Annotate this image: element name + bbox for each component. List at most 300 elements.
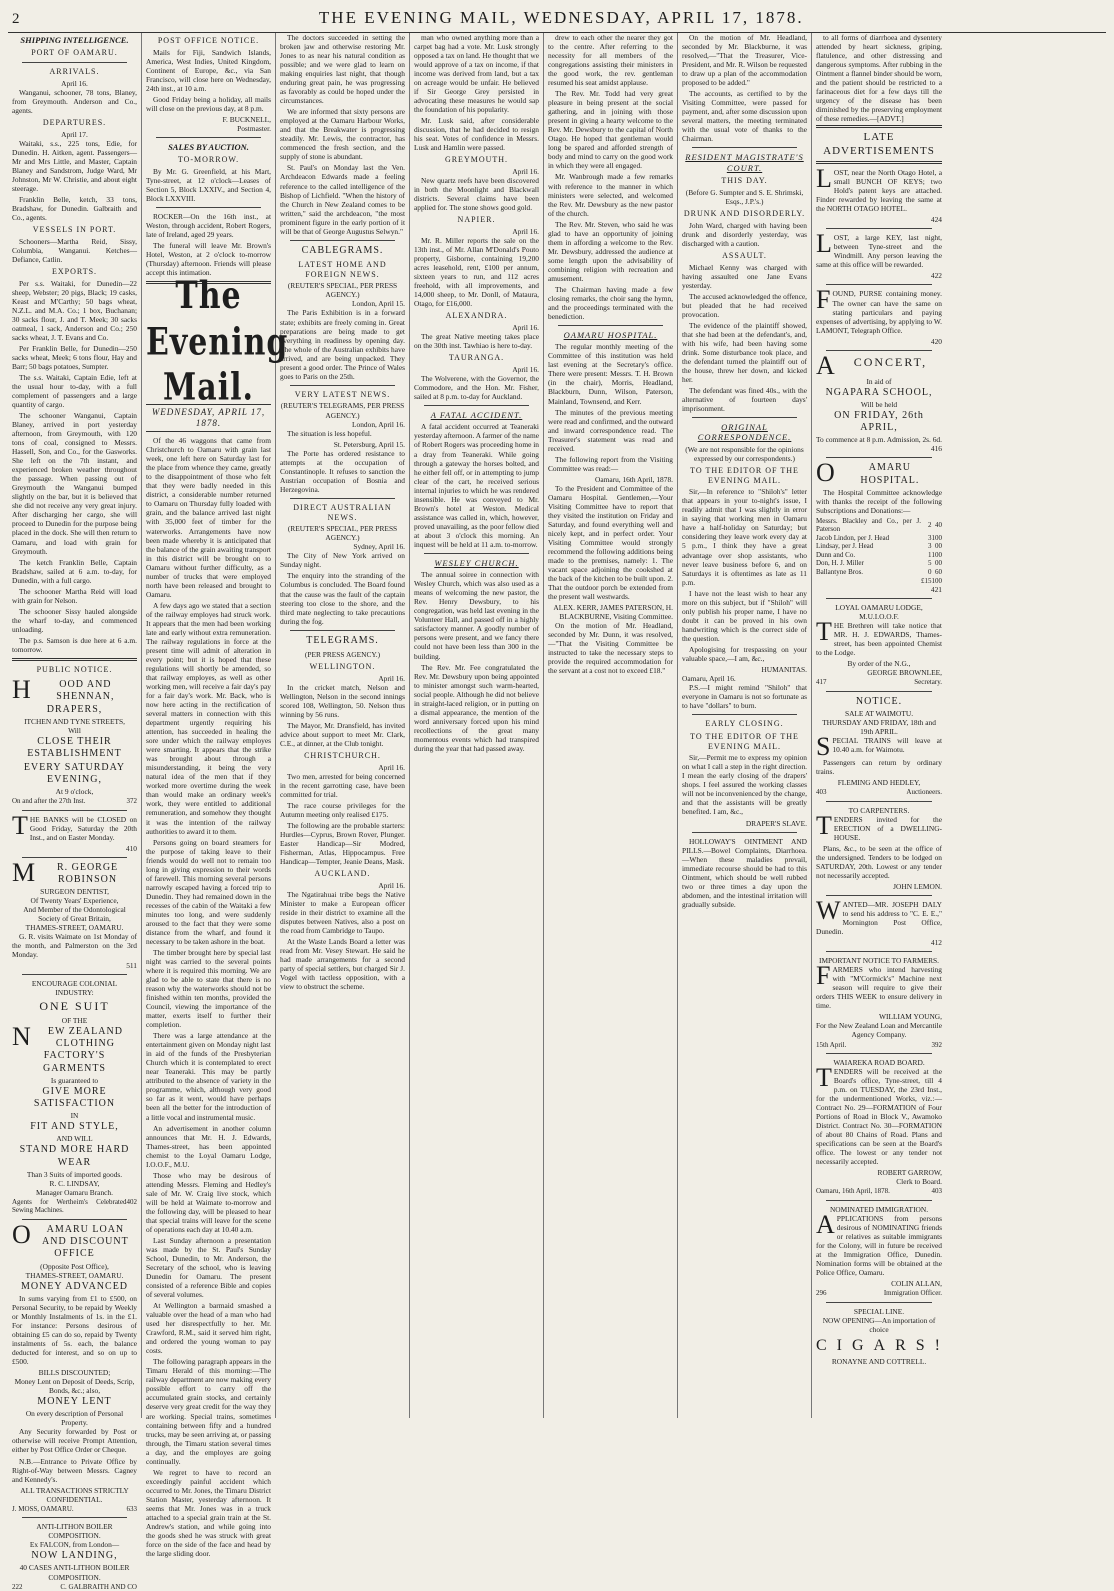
now-landing: NOW LANDING, [31,1550,118,1562]
farmers: IMPORTANT NOTICE TO FARMERS. [819,956,939,966]
leader-paragraph: Those who may be desirous of attending Messrs. Fleming and Hedley's sale of Mr. W. Craig live stock, which will be held at Waimate to-morrow and the following day, will be pleased to hear that special trains will leave for the scene of operations each day at 10.40 a.m. [146,1170,271,1234]
one-suit: ONE SUIT [39,999,110,1014]
robinson-title: SURGEON DENTIST, [40,887,109,897]
cases: 40 CASES ANTI-LITHON BOILER COMPOSITION. [19,1563,130,1582]
column-5 [544,33,678,1418]
post-office-text-2: Good Friday being a holiday, all mails will close on the previous day, at 8 p.m. [146,94,271,113]
hood-address: ITCHEN AND TYNE STREETS, [24,717,125,727]
will-be: Will be held [860,399,898,409]
column-3 [276,33,410,1418]
ronayne: RONAYNE AND COTTRELL. [831,1357,927,1367]
in-aid: In aid of [866,376,892,386]
christchurch-text-3: The following are the probable starters: Hurdles—Cyprus, Brown Rover, Plunger. Easter Handicap—Sir Modred, Fisherman, Atlas, Hippocampus. Free Handicap—Tempter, Jeanie Deans, Mask. [280,820,405,866]
col3-continued [280,33,405,236]
shipping-note: The s.s. Waitaki, Captain Edie, left at the usual hour to-day, with a full complement of passengers and a large quantity of cargo. [12,372,137,410]
arrivals-text: Wanganui, schooner, 78 tons, Blaney, from Greymouth. Anderson and Co., agents. [12,87,137,115]
lodge-text: HE Brethren will take notice that MR. H. J. EDWARDS, Thames-street, has been appointed Chemist to the Lodge. [816,621,942,658]
col5-paragraph: The Rev. Mr. Steven, who said he was glad to have an opportunity of joining them in affording a welcome to the Rev. Mr. Dewsbury, addressed the audience at some length upon the advisability of combining religion with recreation and amusement. [548,219,673,283]
subscription-cell: 0 [938,559,942,568]
waiareka: WAIAREKA ROAD BOARD. [833,1058,925,1068]
greymouth-heading: GREYMOUTH. [444,155,509,165]
of-the: OF THE [61,1016,88,1026]
funeral-notice: The funeral will leave Mr. Brown's Hotel, Weston, at 2 o'clock to-morrow (Thursday) afternoon. Friends will please accept this intimation. [146,241,271,278]
in-fit: IN [70,1111,79,1121]
napier-heading: NAPIER. [457,215,496,225]
telegrams-heading: TELEGRAMS. [306,634,379,646]
auckland-text-2: At the Waste Lands Board a letter was read from Mr. Vesey Stewart. He said he had made arrangements for a second party of special settlers, but charged Sir J. Vogel with tactless opposition, with a view to obstruct the scheme. [280,936,405,992]
subscription-cell: 0 [938,568,942,576]
allan-sub: Immigration Officer. [883,1289,942,1298]
subscription-cell: 0 [938,542,942,551]
greenfield-sale: By Mr. G. Greenfield, at his Mart, Tyne-street, at 12 o'clock—Leases of Section 5, Block LXXIV., and Section 4, Block LXXVIII. [146,167,271,204]
robinson-member: And Member of the Odontological Society of Great Britain, [23,905,126,924]
subscription-row [816,534,942,543]
money-advanced: MONEY ADVANCED [20,1280,129,1292]
drapers-slave: DRAPER'S SLAVE. [745,818,807,828]
subscription-cell: 0 [928,568,932,576]
subscription-cell: 0 [935,559,939,568]
hood-name: OOD AND SHENNAN, [56,678,115,702]
wertheim: Agents for Wertheim's Celebrated Sewing Machines. [12,1197,127,1215]
by-order: By order of the N.G., [847,659,911,669]
subs-num: 421 [930,585,942,595]
oh-text: The Hospital Committee acknowledge with thanks the receipt of the following Subscriptions and Donations:— [816,487,942,515]
waiareka-ad: WAIAREKA ROAD BOARD. TENDERS will be received at the Board's office, Tyne-street, till 4 p.m. on TUESDAY, the 23rd Inst., for the undermentioned Works, viz.:—Contract No. 29—FORMATION of Four Portions of Road in Block V., Awamoko District. Contract No. 30—FORMATION of about 80 Chains of Road. Plans and specifications can be seen at the Board's office. The lowest or any tender not necessarily accepted. ROBERT GARROW, Clerk to Board. Oamaru, 16th April, 1878. 403 [816,1058,942,1196]
tauranga-heading: TAURANGA. [448,353,505,363]
cable-1: The Paris Exhibition is in a forward state; exhibits are freely coming in. Great preparations are being made to get everything in readiness by opening day. The whole of the Australian exhibits have arrived, and are being unpacked. They present a good order. The Prince of Wales goes to Paris on the 25th. [280,308,405,381]
alexandra-text: The great Native meeting takes place on the 30th inst. Tawhiao is here to-day. [414,332,539,351]
robinson-addr: THAMES-STREET, OAMARU. [25,923,124,933]
hood-every: EVERY SATURDAY EVENING, [23,761,126,785]
leader-paragraphs [146,436,271,1558]
leader-paragraph: An advertisement in another column announces that Mr. H. J. Edwards, Thames-street, has been appointed chemist to the Loyal Oamaru Lodge, I.O.O.F., M.U. [146,1123,271,1169]
assault-heading: ASSAULT. [722,250,767,260]
assault-paragraph: Michael Kenny was charged with having assaulted one Jane Evans yesterday. [682,262,807,290]
tenders: ENDERS invited for the ERECTION of a DWELLING-HOUSE. [833,814,942,842]
column-7 [812,33,951,1418]
and-will: AND WILL [56,1134,93,1144]
col3-paragraph: St. Paul's on Monday last the Ven. Archdeacon Edwards made a feeling reference to the called intelligence of the Bishop of Lichfield. "When the history of the Church in New Zealand comes to be written," said the archdeacon, "the most prominent figure in the early portion of it will be that of George Augustus Selwyn." [280,163,405,236]
leader-paragraph: At Wellington a barmaid smashed a valuable over the head of a man who had used her disrespectfully to her. Mr. Crawford, R.M., said it served him right, and ordered the young woman to pay costs. [146,1301,271,1356]
london-2: London, April 16. [352,419,405,429]
accident-heading: A FATAL ACCIDENT. [430,410,523,421]
col5-paragraph: Mr. Wanbrough made a few remarks with reference to the manner in which ministers were selected, and welcomed the Rev. Mr. Dewsbury as the new pastor of the church. [548,172,673,218]
garrow: ROBERT GARROW, [877,1168,942,1178]
commence: To commence at 8 p.m. Admission, 2s. 6d. [816,435,942,445]
money-lent-2: MONEY LENT [37,1396,112,1408]
wanted-ad: WANTED—MR. JOSEPH DALY to send his address to "C. E. E.," Mornington Post Office, Dunedin. 412 [816,896,942,948]
garrow-date: Oamaru, 16th April, 1878. [816,1187,890,1196]
hospital-subs-ad: O AMARU HOSPITAL. The Hospital Committee acknowledge with thanks the receipt of the following Subscriptions and Donations:— Messrs. Blackley and Co., per J. Paterson 2 4 0 Jacob Lindon, per J. Head 3 10 0 Lindsay, per J. Head 3 0 0 Dunn and Co. 1 10 0 Don, H. J. Miller 5 0 0 Ballantyne Bros. 0 6 0 £15 10 0 421 [816,458,942,595]
col5-paragraph: drew to each other the nearer they got to the centre. After referring to the necessity for all members of the congregations assisting their ministers in the good work, the rev. gentleman resumed his seat amidst applause. [548,33,673,88]
give-more: GIVE MORE SATISFACTION [33,1085,116,1110]
sale-dates: THURSDAY AND FRIDAY, 18th and 19th APRIL. [822,718,936,737]
late-ads-heading: LATE ADVERTISEMENTS [816,125,942,164]
moss: J. MOSS, OAMARU. [12,1504,74,1513]
cable-4: The City of New York arrived on Sunday night. [280,551,405,570]
letter-2: Sir,—Permit me to express my opinion on what I call a step in the right direction. I mean the early closing of the drapers' shops. I feel assured the working classes will not be inconvenienced by the change, and that the assistants will be greatly benefited. I am, &c., [682,753,807,817]
garrow-num: 403 [931,1187,942,1196]
found-num: 420 [930,336,942,346]
postmaster: Postmaster. [237,124,271,133]
auckland-date: April 16. [378,880,405,890]
lodge-num: 417 [816,678,827,687]
subscription-cell: Messrs. Blackley and Co., per J. Paterson [816,516,921,534]
column-1 [8,33,142,1591]
wellington-heading: WELLINGTON. [309,661,376,671]
hood-close: CLOSE THEIR ESTABLISHMENT [27,736,122,760]
lemon: JOHN LEMON. [893,882,942,892]
letter-paragraph: Apologising for trespassing on your valuable space,—I am, &c., [682,644,807,663]
encourage: ENCOURAGE COLONIAL INDUSTRY: [31,979,118,998]
fit-style: FIT AND STYLE, [30,1121,119,1133]
waimotu-sale-ad: NOTICE. SALE AT WAIMOTU. THURSDAY AND FRIDAY, 18th and 19th APRIL. SPECIAL TRAINS will leave at 10.40 a.m. for Waimotu. Passengers can return by ordinary trains. FLEMING AND HEDLEY, 403 Auctioneers. [816,695,942,797]
column-6 [678,33,812,1418]
london-1: London, April 15. [352,299,405,309]
alexandra-date: April 16. [512,323,539,333]
anti-lithon: ANTI-LITHON BOILER COMPOSITION. [36,1522,113,1541]
carpenters: TO CARPENTERS. [848,805,910,815]
subscription-row [816,559,942,568]
holloway-ad: HOLLOWAY'S OINTMENT AND PILLS.—Bowel Complaints, Diarrhoea.—When these maladies prevail, immediate recourse should be had to this Ointment, which should be well rubbed two or three times a day upon the abdomen, and the intestinal irritation will gradually subside. [682,836,807,909]
shipping-note: The schooner Wanganui, Captain Blaney, arrived in port yesterday afternoon, from Greymouth, with 120 tons of coal, consigned to Messrs. Hassell, Son, and Co., for the Gasworks. She left on the 7th instant, and experienced broken weather throughout the passage. When passing out of Greymouth the Wanganui bumped slightly on the bar, but it is believed that she did not receive any very great injury. After discharging her cargo, she will proceed to Dunedin for the purpose being placed in the dock. She will then return to Oamaru, and load with grain for Greymouth. [12,411,137,556]
page-number: 2 [12,11,21,27]
very-latest: VERY LATEST NEWS. [294,389,391,399]
accident-text: A fatal accident occurred at Teaneraki yesterday afternoon. A farmer of the name of Robert Rogers was proceeding home in a dray from Teaneraki. While going through a gateway the horses bolted, and he either fell off, or in attempting to jump clear of the cart, he received serious internal injuries to which he was rendered insensible. He was conveyed to Mr. Brown's hotel at Weston. Medical assistance was called in, which, however, proved unavailing, as the poor fellow died at about 3 o'clock this morning. An inquest will be held at 11 a.m. to-morrow. [414,422,539,549]
subscription-row [816,577,942,586]
carpenters-ad: TO CARPENTERS. TENDERS invited for the ERECTION of a DWELLING-HOUSE. Plans, &c., to be seen at the office of the undersigned. Tenders to be lodged on SATURDAY, 20th. Lowest or any tender not necessarily accepted. JOHN LEMON. [816,805,942,892]
hospital-paragraph: The regular monthly meeting of the Committee of this institution was held last evening at the Secretary's office. There were present: Messrs. T. H. Brown (in the chair), Morris, Headland, Blackburn, Dunn, Wilson, Paterson, Mainland, Townsend, and Kerr. [548,342,673,406]
exports-heading: EXPORTS. [51,266,98,276]
col6-paragraph: The accounts, as certified to by the Visiting Committee, were passed for payment, and, after some discussion upon several matters, the meeting terminated with the usual vote of thanks to the Chairman. [682,89,807,144]
post-office-text: Mails for Fiji, Sandwich Islands, America, West Indies, United Kingdom, Continent of Europe, &c., via San Francisco, will close here on Wednesday, 24th inst., at 10 a.m. [146,47,271,93]
report-text: To the President and Committee of the Oamaru Hospital. Gentlemen,—Your Visiting Committee have to report that they visited the institution on Friday and Saturday, and found everything well and nicely kept, and in perfect order. Your Visiting Committee would strongly recommend the following additions being made to the premises, namely: 1. The vacant space adjoining the cookshed at the back of the kitchen to be built upon. 2. That the outdoor porch be extended from the present wall westwards. [548,483,673,602]
sale: SALE AT WAIMOTU. [844,709,914,719]
assault-paragraph: The evidence of the plaintiff showed, that she had been at the defendant's, and, with his wife, had been having some drink. Some disturbance took place, and the defendant turned the plaintiff out of the house, threw her down, and kicked her. [682,320,807,384]
col5-paragraph: The Chairman having made a few closing remarks, the choir sang the hymn, and the proceedings terminated with the benediction. [548,284,673,321]
immigration: NOMINATED IMMIGRATION. [829,1205,929,1214]
concert-ad: A CONCERT, In aid of NGAPARA SCHOOL, Will be held ON FRIDAY, 26th APRIL, To commence at 8 p.m. Admission, 2s. 6d. 416 [816,350,942,454]
lodge: LOYAL OAMARU LODGE, M.U.I.O.O.F. [835,603,923,622]
hood-shennan-ad: H OOD AND SHENNAN, DRAPERS, ITCHEN AND TYNE STREETS, Will CLOSE THEIR ESTABLISHMENT EVERY SATURDAY EVENING, At 9 o'clock, On and after the 27th Inst. 372 [12,674,137,806]
exports-text-2: Per Franklin Belle, for Dunedin—250 sacks wheat, Meek; 6 tons flour, Hay and Barr; 50 bags potatoes, Sumpter. [12,343,137,371]
young-date: 15th April. [816,1040,847,1049]
oh-head: AMARU HOSPITAL. [860,462,920,486]
leader-paragraph: There was a large attendance at the entertainment given on Monday night last in aid of the funds of the Presbyterian Church which it is contemplated to erect near Teaneraki. This may be partly attributed to the absence of variety in the programme, which, although very good so far as it went, would have perhaps been all the better for the introduction of a little vocal and instrumental music. [146,1031,271,1122]
ngapara: NGAPARA SCHOOL, [825,386,933,398]
leader-paragraph: The following paragraph appears in the Timaru Herald of this morning:—The railway department are now making every possible effort to carry off the accumulated grain stocks, and certainly deserve very great credit for the way they are working. Special trains, sometimes containing between fifty and a hundred trucks, may be seen arriving at, or passing through, the Timaru station several times a day, and the employes are going continually. [146,1357,271,1466]
drunk-heading: DRUNK AND DISORDERLY. [683,208,806,218]
col3-paragraph: We are informed that sixty persons are employed at the Oamaru Harbour Works, and that the Breakwater is progressing steadily. Mr. Lewis, the contractor, has commenced the fresh section, and the supply of stone is abundant. [280,107,405,162]
per-press: (PER PRESS AGENCY.) [304,649,381,659]
reuter-2: (REUTER'S TELEGRAMS, PER PRESS AGENCY.) [280,401,405,420]
robinson-ad: M R. GEORGE ROBINSON SURGEON DENTIST, Of Twenty Years' Experience, And Member of the Odontological Society of Great Britain, THAMES-STREET, OAMARU. G. R. visits Waimate on 1st Monday of the month, and Palmerston on the 3rd Monday. 511 [12,857,137,971]
christchurch-date: April 16. [378,762,405,772]
found: OUND, PURSE containing money. The owner can have the same on stating particulars and paying expenses of advertising, by applying to W. LAMONT, Telegraph Office. [816,289,942,335]
page-header [8,6,1106,33]
fleming: FLEMING AND HEDLEY, [837,778,921,788]
tauranga-text: The Wolverene, with the Governor, the Commodore, and the Hon. Mr. Fisher, sailed at 8 p.m. to-day for Auckland. [414,373,539,402]
postscript: P.S.—I might remind "Shiloh" that everyone in Oamaru is not so fortunate as to have "dollars" to burn. [682,682,807,710]
letter-paragraph: Sir,—In reference to "Shiloh's" letter that appears in your to-night's issue, I readily admit that I was slightly in error in saying that working men in Oamaru have a half-holiday on Saturday; but considering they leave work every day at 5 p.m., I think they have a great advantage over shop assistants, who never leave business before 6, and on Saturdays it is oftentimes as late as 11 p.m. [682,487,807,587]
st-petersburg: St. Petersburg, April 15. [333,439,405,449]
than: Than 3 Suits of imported goods. [26,1169,123,1179]
direct-australian: DIRECT AUSTRALIAN NEWS. [293,502,392,522]
hospital-text-2: On the motion of Mr. Headland, seconded by Mr. Dunn, it was resolved,—"That the Visiting Committee be instructed to take the necessary steps to provide the required accommodation for the servant at a cost not to exceed £18." [548,621,673,676]
tomorrow: TO-MORROW. [177,155,240,165]
wesley-paragraph: The annual soiree in connection with Wesley Church, which was also used as a means of welcoming the new pastor, the Rev. Henry Dewsbury, to his congregation, was held last evening in the Volunteer Hall, and passed off in a highly satisfactory manner. A goodly number of persons were present, and we fancy there could not have been less than 300 in the building. [414,570,539,661]
wanted: ANTED—MR. JOSEPH DALY to send his address to "C. E. E.," Mornington Post Office, Dunedin. [816,900,942,937]
christchurch-text: Two men, arrested for being concerned in the recent garrotting case, have been committed for trial. [280,771,405,799]
sydney: Sydney, April 16. [353,542,405,552]
auckland-text: The Ngatirahuai tribe begs the Native Minister to make a European officer reside in their district to examine all the disputes between Natives, also a post on the road from Cambridge to Taupo. [280,889,405,935]
confidential: ALL TRANSACTIONS STRICTLY CONFIDENTIAL. [20,1485,129,1504]
subscription-cell: 0 [938,550,942,559]
wellington-date: April 16. [378,673,405,683]
notice: NOTICE. [855,695,903,707]
vessels-heading: VESSELS IN PORT. [32,225,117,235]
cable-5: The enquiry into the stranding of the Columbus is concluded. The Board found that the cause was the fault of the captain steering too close to the shore, and the third mate neglecting to take precautions during the fog. [280,571,405,626]
nb: N.B.—Entrance to Private Office by Right-of-Way between Messrs. Cagney and Kennedy's. [12,1456,137,1484]
dateline: WEDNESDAY, APRIL 17, 1878. [146,404,271,432]
nz-clothing: EW ZEALAND CLOTHING FACTORY'S GARMENTS [42,1026,123,1074]
editor-1: TO THE EDITOR OF THE EVENING MAIL. [690,465,799,485]
oamaru-date: Oamaru, April 16. [682,673,736,683]
friday: ON FRIDAY, 26th APRIL, [834,409,924,434]
subscription-cell: 3 [928,533,932,542]
subscription-cell: 10 [931,550,939,559]
young-num: 392 [931,1040,942,1049]
hood-after: On and after the 27th Inst. [12,797,86,806]
sales-heading: SALES BY AUCTION. [168,142,249,153]
subscription-cell: 0 [938,521,942,530]
guaranteed: Is guaranteed to [50,1075,99,1085]
col3-paragraph: The doctors succeeded in setting the broken jaw and otherwise restoring Mr. Jones to as near his natural condition as possible; and we were glad to learn on making enquiries last night, that though enduring great pain, he was progressing as favorably as could be hoped under the circumstances. [280,33,405,106]
immigration-text: PPLICATIONS from persons desirous of NOMINATING friends or relatives as suitable immigrants for the Colony, will in future be received at the Immigration Office, Dunedin. Nomination forms will be obtained at the Police Office, Oamaru. [816,1214,942,1278]
cigars-ad [816,1306,951,1367]
leader-paragraph: A few days ago we stated that a section of the railway employes had struck work. It appears that the men had been working late and early without extra remuneration. The railway regulations in force at the present time will admit of alteration in every point; but it is hoped that these regulations will shortly be amended, so that railway employes, as well as other working men, will receive a fair day's pay for a fair day's work. Mr. Back, who is now here acting in the rectification of several matters in connection with this department urgently requiring his attention, has succeeded in healing the sore under which the railway employes were smarting. It appears that the strike was brought about through a misunderstanding, it being the very natural idea of the men that if they worked more overtime during the week than would make an ordinary week's work, they were entitled to additional remuneration, and somehow they thought it was the intention of the railway authorities to award it to them. [146,600,271,836]
hospital-paragraph: The following report from the Visiting Committee was read:— [548,454,673,473]
column-4 [410,33,544,1418]
loan-opp: (Opposite Post Office), [40,1261,109,1271]
robinson-visits: G. R. visits Waimate on 1st Monday of the month, and Palmerston on the 3rd Monday. [12,932,137,960]
hood-at: At 9 o'clock, [55,787,94,797]
rm-court-heading: RESIDENT MAGISTRATE'S COURT. [685,152,804,173]
greymouth-text: New quartz reefs have been discovered in both the Moonlight and Blackwall districts. Several claims have been applied for. The stone shows good gold. [414,176,539,213]
cable-2: The situation is less hopeful. [287,428,372,438]
hospital-text [548,342,673,472]
concert: CONCERT, [853,354,928,369]
reuter-1: (REUTER'S SPECIAL, PER PRESS AGENCY.) [287,281,398,300]
lost-keys-ad: LOST, near the North Otago Hotel, a small BUNCH OF KEYS; two Hold's patent keys are attached. Finder rewarded by leaving the same at the NORTH OTAGO HOTEL. 424 [816,164,942,225]
cable-3: The Porte has ordered resistance to attempts at the occupation of Constantinople. It refuses to sanction the Austrian occupation of Bosnia and Herzegovina. [280,448,405,494]
greymouth-date: April 16. [512,167,539,177]
exports-text: Per s.s. Waitaki, for Dunedin—22 sheep, Webster; 20 pigs, Black; 19 casks, Keast and M'Carthy; 50 bags wheat, N.Z.L. and M.A. Co.; 1 box, Buchanan; 30 sacks flour, J. and T. Meek; 30 sacks oatmeal, 1 sack, Anderson and Co.; 250 sacks wheat, J. T. Evans and Co. [12,278,137,342]
vessels-text: Schooners—Martha Reid, Sissy, Columbia, Wanganui. Ketches—Defiance, Catlin. [12,236,137,264]
loan-addr: THAMES-STREET, OAMARU. [25,1270,124,1280]
waiareka-text: ENDERS will be received at the Board's office, Tyne-street, till 4 p.m. on TUESDAY, the 23rd Inst., for the undermentioned Works, viz.:—Contract No. 29—FORMATION of Four Portions of Road in Block V., Awamoko District. Contract No. 30—FORMATION of about 80 Chains of Road. Plans and specifications can be seen at the Board's office. The lowest or any tender not necessarily accepted. [816,1067,942,1167]
subscription-cell: 1 [928,550,932,559]
subscription-cell: Jacob Lindon, per J. Head [816,533,890,542]
subscription-row [816,542,942,551]
tauranga-date: April 16. [512,364,539,374]
clothing-ad: ENCOURAGE COLONIAL INDUSTRY: ONE SUIT OF THE N EW ZEALAND CLOTHING FACTORY'S GARMENTS Is guaranteed to GIVE MORE SATISFACTION IN FIT AND STYLE, AND WILL STAND MORE HARD WEAR Than 3 Suits of imported goods. R. C. LINDSAY, Manager Oamaru Branch. Agents for Wertheim's Celebrated Sewing Machines. 402 [12,979,137,1215]
money-lent: Money Lent on Deposit of Deeds, Scrip, Bonds, &c.; also, [14,1377,135,1396]
cigars: CIGARS! [816,1336,951,1354]
loan-office-ad: O AMARU LOAN AND DISCOUNT OFFICE (Opposite Post Office), THAMES-STREET, OAMARU. MONEY ADVANCED In sums varying from £1 to £500, on Personal Security, to be repaid by Weekly or Monthly Instalments of 1s. in the £1. For instance: Persons desirous of obtaining £5 can do so, repaid by Twenty instalments of 5s. each, the balance deducted for interest, and so on up to £500. BILLS DISCOUNTED; Money Lent on Deposit of Deeds, Scrip, Bonds, &c.; also, MONEY LENT On every description of Personal Property. Any Security forwarded by Post or otherwise will receive Prompt Attention, either by Post Office Order or Cheque. N.B.—Entrance to Private Office by Right-of-Way between Messrs. Cagney and Kennedy's. ALL TRANSACTIONS STRICTLY CONFIDENTIAL. J. MOSS, OAMARU. 633 [12,1220,137,1513]
robinson-exp: Of Twenty Years' Experience, [30,896,119,906]
robinson-num: 511 [126,961,137,971]
subscription-cell: 10 [931,533,939,542]
lost-key-ad: LOST, a large KEY, last night, between Tyne-street and the Windmill. Any person leaving the same at this office will be rewarded. 422 [816,229,942,281]
report-date: Oamaru, 16th April, 1878. [594,474,673,484]
wesley-text [414,570,539,753]
ex-ship: Ex FALCON, from London— [29,1540,120,1550]
humanitas: HUMANITAS. [761,664,807,674]
leader-paragraph: Of the 46 waggons that came from Christchurch to Oamaru with grain last week, one left here on Saturday last for the place from whence they came, greatly to the disappointment of those who felt that they were badly needed in this district, a considerable number returned to Oamaru on Thursday fully loaded with grain, and the balance arrived last night with 35,000 feet of timber for the waterworks. Arrangements have now been made whereby it is anticipated that the balance of the grain awaiting transport in this district will be brought on to Oamaru without further difficulty, as a number of trucks that were employed north have been released and brought to Oamaru. [146,436,271,599]
shipping-note: The schooner Martha Reid will load with grain for Nelson. [12,586,137,605]
banks-num: 410 [125,843,137,853]
allan-num: 296 [816,1289,827,1298]
hospital-paragraph: The minutes of the previous meeting were read and confirmed, and the outward and inward correspondence read. The Treasurer's statement was read and received. [548,407,673,453]
arrivals-heading: ARRIVALS. [49,67,100,77]
bucknell: F. BUCKNELL, [222,114,271,124]
young: WILLIAM YOUNG, [879,1012,942,1022]
subscription-row [816,517,942,534]
lost-1-num: 424 [930,215,942,225]
cablegrams-heading: CABLEGRAMS. [301,244,384,256]
found-purse-ad: FOUND, PURSE containing money. The owner can have the same on stating particulars and paying expenses of advertising, by applying to W. LAMONT, Telegraph Office. 420 [816,285,942,346]
secretary: Secretary. [914,678,942,687]
allan: COLIN ALLAN, [891,1279,942,1289]
subscription-cell [816,577,921,586]
farmers-text: ARMERS who intend harvesting with "M'Cormick's" Machine next season will require to give their orders THIS WEEK to ensure delivery in time. [816,965,942,1011]
wellington-text-2: The Mayor, Mr. Dransfield, has invited advice about support to meet Mr. Clark, C.E., at dinner, at the Club tonight. [280,720,405,748]
leader-paragraph: The timber brought here by special last night was carried to the several points where it is required this morning. We are glad to be able to state that there is no reason why the waterworks should not be finished within ten months, provided the Council, viewing the importance of the matter, exerts itself to further their completion. [146,947,271,1030]
col5-continued [548,33,673,321]
public-notice-heading: PUBLIC NOTICE. [36,664,113,674]
hood-will: Will [68,726,81,736]
brownlee: GEORGE BROWNLEE, [867,668,942,678]
lost-1: OST, near the North Otago Hotel, a small BUNCH OF KEYS; two Hold's patent keys are attached. Finder rewarded by leaving the same at the NORTH OTAGO HOTEL. [816,168,942,214]
special-line: SPECIAL LINE. [853,1306,905,1316]
christchurch-text-2: The race course privileges for the Autumn meeting only realised £175. [280,800,405,819]
shipping-note: The ketch Franklin Belle, Captain Bradshaw, sailed at 6 a.m. to-day, for Dunedin, with a full cargo. [12,557,137,585]
galbraith: C. GALBRAITH AND CO [60,1582,137,1591]
wellington-text: In the cricket match, Nelson and Wellington, Nelson in the second innings scored 108, Wellington, 50. Nelson thus winning by 56 runs. [280,682,405,719]
lodge-ad: LOYAL OAMARU LODGE, M.U.I.O.O.F. THE Brethren will take notice that MR. H. J. EDWARDS, Thames-street, has been appointed Chemist to the Lodge. By order of the N.G., GEORGE BROWNLEE, 417 Secretary. [816,603,942,687]
departures-heading: DEPARTURES. [42,117,107,127]
banks-notice: THE BANKS will be CLOSED on Good Friday, Saturday the 20th Inst., and on Easter Monday. 410 [12,810,137,853]
banks-text: HE BANKS will be CLOSED on Good Friday, Saturday the 20th Inst., and on Easter Monday. [29,814,137,842]
anti-lithon-ad [12,1522,137,1591]
departures-text-2: Franklin Belle, ketch, 33 tons, Bradshaw, for Dunedin. Galbraith and Co., agents. [12,194,137,223]
shipping-note: The schooner Sissy hauled alongside the wharf to-day, and commenced unloading. [12,606,137,634]
col6-paragraph: On the motion of Mr. Headland, seconded by Mr. Blackburne, it was resolved,—"That the Treasurer, Vice-President, and Mr. R. Wilson be requested to draw up a plan of the accommodation proposed to be added." [682,33,807,88]
special-trains: PECIAL TRAINS will leave at 10.40 a.m. for Waimotu. [832,736,942,755]
hospital-heading: OAMARU HOSPITAL. [563,329,658,340]
subscription-cell: 2 [928,521,932,530]
correspondence-heading: ORIGINAL CORRESPONDENCE. [697,422,792,443]
drunk-text: John Ward, charged with having been drunk and disorderly yesterday, was discharged with a caution. [682,220,807,248]
immigration-ad: NOMINATED IMMIGRATION. APPLICATIONS from persons desirous of NOMINATING friends or relatives as suitable immigrants for the Colony, will in future be received at the Immigration Office, Dunedin. Nomination forms will be obtained at the Police Office, Oamaru. COLIN ALLAN, 296 Immigration Officer. [816,1205,942,1298]
napier-date: April 16. [512,227,539,237]
hood-drapers: DRAPERS, [46,704,103,716]
subscription-cell: Don, H. J. Miller [816,559,864,568]
subscription-cell: £15 [921,576,932,585]
subscription-row [816,551,942,560]
subscription-cell: 0 [938,576,942,585]
col5-paragraph: The Rev. Mr. Todd had very great pleasure in being present at the social gathering, and in joining with those present in giving a hearty welcome to the Rev. Mr. Dewsbury to the capital of North Otago. He hoped that gentleman would long be spared and afforded strength of body and mind to carry on the good work in which they were all engaged. [548,89,673,171]
signed: ALEX. KERR, JAMES PATERSON, H. BLACKBURNE, Visiting Committee. [553,603,673,622]
fleming-num: 403 [816,788,827,797]
napier-text: Mr. R. Miller reports the sale on the 13th inst., of Mr. Allan M'Donald's Pouto property, Gisborne, containing 19,200 acres leasehold, rent, £100 per annum, sixteen years to run, and 112 acres freehold, with all improvements, and 14,000 sheep, to Mr. Donll, of Mataura, Otago, for £16,000. [414,236,539,309]
hood-num: 372 [126,797,137,806]
subscription-cell: 6 [935,568,939,576]
letter-paragraph: I have not the least wish to hear any more on this subject, but if "Shiloh" will only publish his proper name, I have no doubt it can be proved in his own handwriting which is the correct side of the question. [682,588,807,643]
auckland-heading: AUCKLAND. [314,868,371,878]
this-day: THIS DAY. [721,176,768,186]
leader-paragraph: Persons going on board steamers for the purpose of taking leave to their friends would do well not to remain too long in giving expression to their words of farewell. This morning several persons narrowly escaped having a forced trip to Dunedin. They had remained down in the recesses of the cabin of the Waitaki a few minutes too long, and were suddenly aroused to the fact that they were some distance from the wharf, and found it necessary to be taken ashore in the boat. [146,837,271,946]
wanted-num: 412 [930,938,942,948]
galbraith-num: 222 [12,1582,23,1591]
shipping-heading: SHIPPING INTELLIGENCE. [20,35,129,45]
subscription-row [816,568,942,577]
moss-num: 633 [126,1504,137,1513]
post-office-heading: POST OFFICE NOTICE. [157,36,260,45]
subscription-cell: 3 [928,542,932,551]
newspaper-title: THE EVENING MAIL, WEDNESDAY, APRIL 17, 1878. [318,8,804,27]
robinson-name: R. GEORGE ROBINSON [56,861,119,885]
lindsay: R. C. LINDSAY, [49,1178,100,1188]
col4-paragraph: Mr. Lusk said, after considerable discussion, that he had decided to resign his seat. Votes of confidence in Messrs. Lusk and Hamlin were passed. [414,116,539,153]
every-desc: On every description of Personal Property. [25,1409,124,1428]
auctioneers: Auctioneers. [906,788,942,797]
christchurch-heading: CHRISTCHURCH. [304,750,381,760]
concert-num: 416 [930,444,942,454]
subscription-cell: 0 [938,533,942,542]
reuter-3: (REUTER'S SPECIAL, PER PRESS AGENCY.) [287,524,398,543]
lost-2: OST, a large KEY, last night, between Tyne-street and the Windmill. Any person leaving the same at this office will be rewarded. [816,233,942,270]
subscription-cell: 5 [928,559,932,568]
shipping-note: The p.s. Samson is due here at 6 a.m. tomorrow. [12,635,137,654]
departures-date: April 17. [61,129,88,139]
subscription-cell: Dunn and Co. [816,550,856,559]
leader-paragraph: We regret to have to record an exceedingly painful accident which occurred to Mr. Jones, the Timaru District Station Master, yesterday afternoon. It seems that Mr. Jones was in a truck attached to a special grain train at the St. Andrew's station, and while going into the goods shed he was struck with great force on the side of the face and head by the large sliding door. [146,1467,271,1558]
holloway-continued: to all forms of diarrhoea and dysentery attended by heart sickness, griping, flatulence, and other distressing and dangerous symptoms. After rubbing in the Ointment a flannel binder should be worn, and the patient should be restricted to a farinaceous diet for a few days till the urgency of the disease has been diminished by the preserving employment of these remedies.—[ADVT.] [816,33,942,124]
loan-text: In sums varying from £1 to £500, on Personal Security, to be repaid by Weekly or Monthly Instalments of 1s. in the £1. For instance: Persons desirous of obtaining £5 can do so, repaid by Twenty instalments of 5s. each, the balance deducted for interest, and so on up to £500. [12,1293,137,1367]
col6-continued [682,33,807,143]
wesley-paragraph: The Rev. Mr. Fee congratulated the Rev. Mr. Dewsbury upon being appointed to minister amongst such warm-hearted, social people. Although he did not believe in straight-laced religion, or in putting on a dismal appearance, the mention of the word anniversary forced upon his mind recollections of the great many momentous events which had transpired during the year that had passed away. [414,662,539,753]
departures-text: Waitaki, s.s., 225 tons, Edie, for Dunedin. H. Aitken, agent. Passengers—Mr and Mrs Little, and Master, Captain Blaney and Sandstrom, Judge Ward, Mr Johnston, Mr W. Christie, and about eight steerage. [12,138,137,193]
letter-1 [682,487,807,663]
subscriptions-table [816,517,942,585]
shipping-notes [12,373,137,654]
any-security: Any Security forwarded by Post or otherwise will receive Prompt Attention, either by Post Office Order or Cheque. [12,1427,137,1455]
bills: BILLS DISCOUNTED; [38,1368,111,1378]
before: (Before G. Sumpter and S. E. Shrimski, Esqs., J.P.'s.) [685,187,804,206]
col4-continued [414,33,539,152]
death-notice: ROCKER—On the 16th inst., at Weston, through accident, Robert Rogers, late of Ireland, aged 29 years. [146,212,271,240]
tenders-2: Plans, &c., to be seen at the office of the undersigned. Tenders to be lodged on SATURDAY, 20th. Lowest or any tender not necessarily accepted. [816,843,942,880]
subscription-cell: 0 [935,542,939,551]
subscription-cell: Lindsay, per J. Head [816,542,874,551]
alexandra-heading: ALEXANDRA. [445,311,508,321]
young-sub: For the New Zealand Loan and Mercantile Agency Company. [816,1021,943,1040]
special-2: Passengers can return by ordinary trains. [816,758,942,777]
subscription-cell: 4 [935,521,939,530]
farmers-ad: IMPORTANT NOTICE TO FARMERS. FARMERS who intend harvesting with "M'Cormick's" Machine next season will require to give their orders THIS WEEK to ensure delivery in time. WILLIAM YOUNG, For the New Zealand Loan and Mercantile Agency Company. 15th April. 392 [816,956,943,1049]
